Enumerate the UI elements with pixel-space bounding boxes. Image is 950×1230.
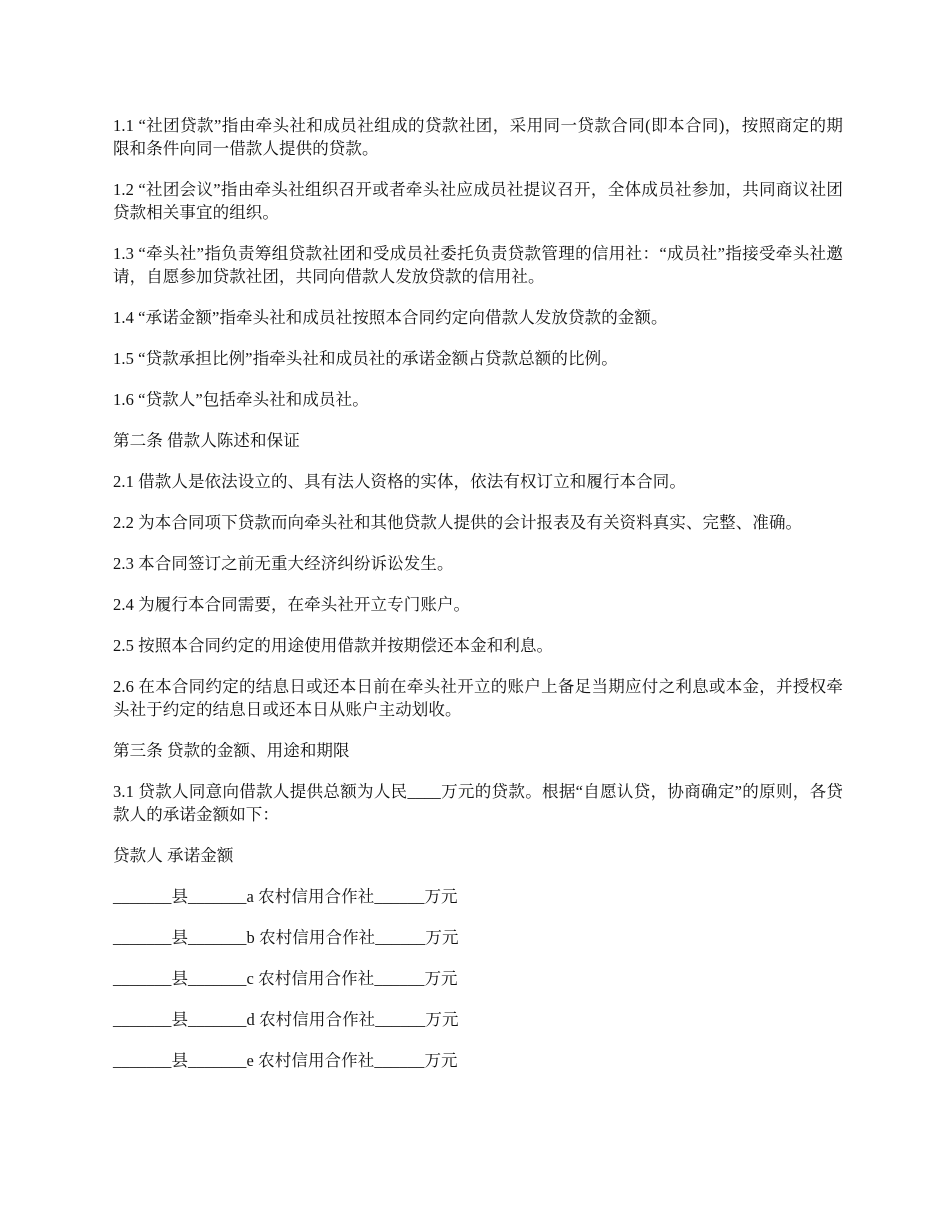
definition-1-4: 1.4 “承诺金额”指牵头社和成员社按照本合同约定向借款人发放贷款的金额。 [113,308,668,327]
clause-2-6: 2.6 在本合同约定的结息日或还本日前在牵头社开立的账户上备足当期应付之利息或本金，并授权牵头社于约定的结息日或还本日从账户主动划收。 [113,677,843,719]
definition-1-3: 1.3 “牵头社”指负责筹组贷款社团和受成员社委托负责贷款管理的信用社：“成员社”指接受牵头社邀请，自愿参加贷款社团，共同向借款人发放贷款的信用社。 [113,244,843,286]
clause-3-1: 3.1 贷款人同意向借款人提供总额为人民____万元的贷款。根据“自愿认贷，协商确定”的原则，各贷款人的承诺金额如下： [113,782,843,824]
clause-2-1: 2.1 借款人是依法设立的、具有法人资格的实体，依法有权订立和履行本合同。 [113,472,686,491]
definition-1-1: 1.1 “社团贷款”指由牵头社和成员社组成的贷款社团，采用同一贷款合同(即本合同)，按照商定的期限和条件向同一借款人提供的贷款。 [113,116,843,158]
lender-row-d: _______县_______d 农村信用合作社______万元 [113,1010,459,1029]
definition-1-2: 1.2 “社团会议”指由牵头社组织召开或者牵头社应成员社提议召开，全体成员社参加，共同商议社团贷款相关事宜的组织。 [113,180,843,222]
article-3-heading: 第三条 贷款的金额、用途和期限 [113,741,350,760]
clause-2-3: 2.3 本合同签订之前无重大经济纠纷诉讼发生。 [113,554,454,573]
clause-2-2: 2.2 为本合同项下贷款而向牵头社和其他贷款人提供的会计报表及有关资料真实、完整、准确。 [113,513,803,532]
definition-1-5: 1.5 “贷款承担比例”指牵头社和成员社的承诺金额占贷款总额的比例。 [113,349,618,368]
lender-row-b: _______县_______b 农村信用合作社______万元 [113,928,459,947]
lender-table-header: 贷款人 承诺金额 [113,846,234,865]
lender-row-e: _______县_______e 农村信用合作社______万元 [113,1051,458,1070]
article-2-heading: 第二条 借款人陈述和保证 [113,431,300,450]
document-page [113,114,843,1090]
lender-row-c: _______县_______c 农村信用合作社______万元 [113,969,458,988]
definition-1-6: 1.6 “贷款人”包括牵头社和成员社。 [113,390,369,409]
clause-2-4: 2.4 为履行本合同需要，在牵头社开立专门账户。 [113,595,471,614]
clause-2-5: 2.5 按照本合同约定的用途使用借款并按期偿还本金和利息。 [113,636,554,655]
lender-row-a: _______县_______a 农村信用合作社______万元 [113,887,458,906]
